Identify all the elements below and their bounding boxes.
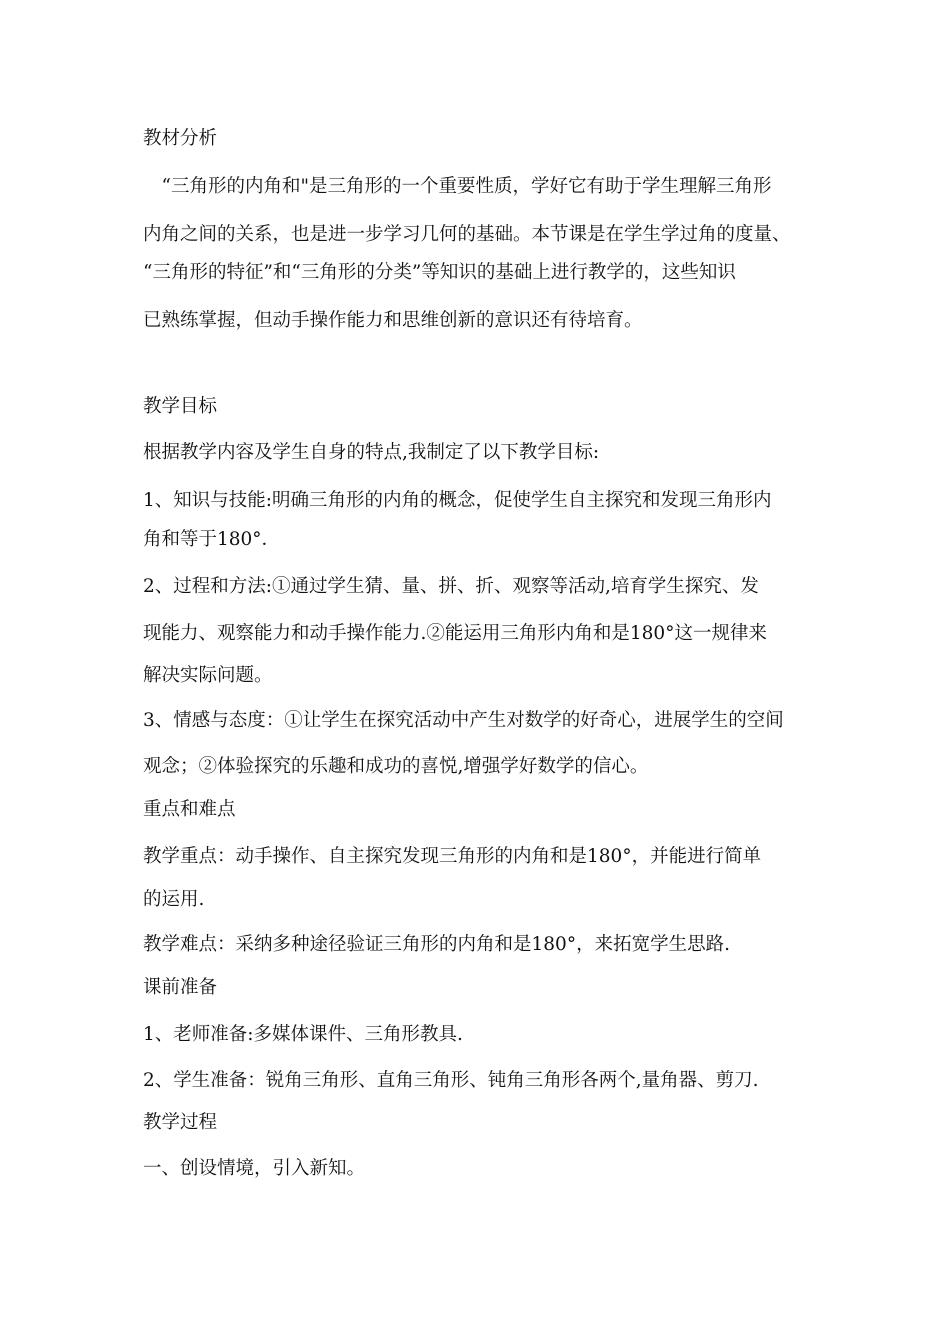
paragraph-line: 现能力、观察能力和动手操作能力.②能运用三角形内角和是180°这一规律来 [143,623,767,644]
paragraph-line: 教学重点：动手操作、自主探究发现三角形的内角和是180°，并能进行简单 [143,846,762,867]
section-title-preparation: 课前准备 [143,977,218,998]
paragraph-line: “三角形的特征”和“三角形的分类”等知识的基础上进行教学的，这些知识 [143,262,736,283]
section-title-key-points: 重点和难点 [143,799,236,820]
paragraph-line: 2、学生准备：锐角三角形、直角三角形、钝角三角形各两个,量角器、剪刀. [143,1070,759,1091]
paragraph-line: 教学难点：采纳多种途径验证三角形的内角和是180°，来拓宽学生思路. [143,934,730,955]
paragraph-line: 根据教学内容及学生自身的特点,我制定了以下教学目标: [143,442,600,463]
paragraph-line: 的运用. [143,889,205,910]
paragraph-line: 1、老师准备:多媒体课件、三角形教具. [143,1024,463,1045]
paragraph-line: “三角形的内角和"是三角形的一个重要性质，学好它有助于学生理解三角形 [143,176,772,197]
paragraph-line: 2、过程和方法:①通过学生猜、量、拼、折、观察等活动,培育学生探究、发 [143,576,759,597]
paragraph-line: 角和等于180°． [143,529,281,550]
paragraph-line: 一、创设情境，引入新知。 [143,1158,366,1179]
paragraph-line: 3、情感与态度：①让学生在探究活动中产生对数学的好奇心，进展学生的空间 [143,710,784,731]
paragraph-line: 1、知识与技能:明确三角形的内角的概念，促使学生自主探究和发现三角形内 [143,490,772,511]
section-title-textbook-analysis: 教材分析 [143,128,218,149]
section-title-teaching-process: 教学过程 [143,1112,218,1133]
paragraph-line: 内角之间的关系，也是进一步学习几何的基础。本节课是在学生学过角的度量、 [143,224,791,245]
paragraph-line: 观念；②体验探究的乐趣和成功的喜悦,增强学好数学的信心。 [143,756,649,777]
section-title-teaching-goals: 教学目标 [143,396,218,417]
paragraph-line: 已熟练掌握，但动手操作能力和思维创新的意识还有待培育。 [143,310,643,331]
paragraph-line: 解决实际问题。 [143,665,273,686]
